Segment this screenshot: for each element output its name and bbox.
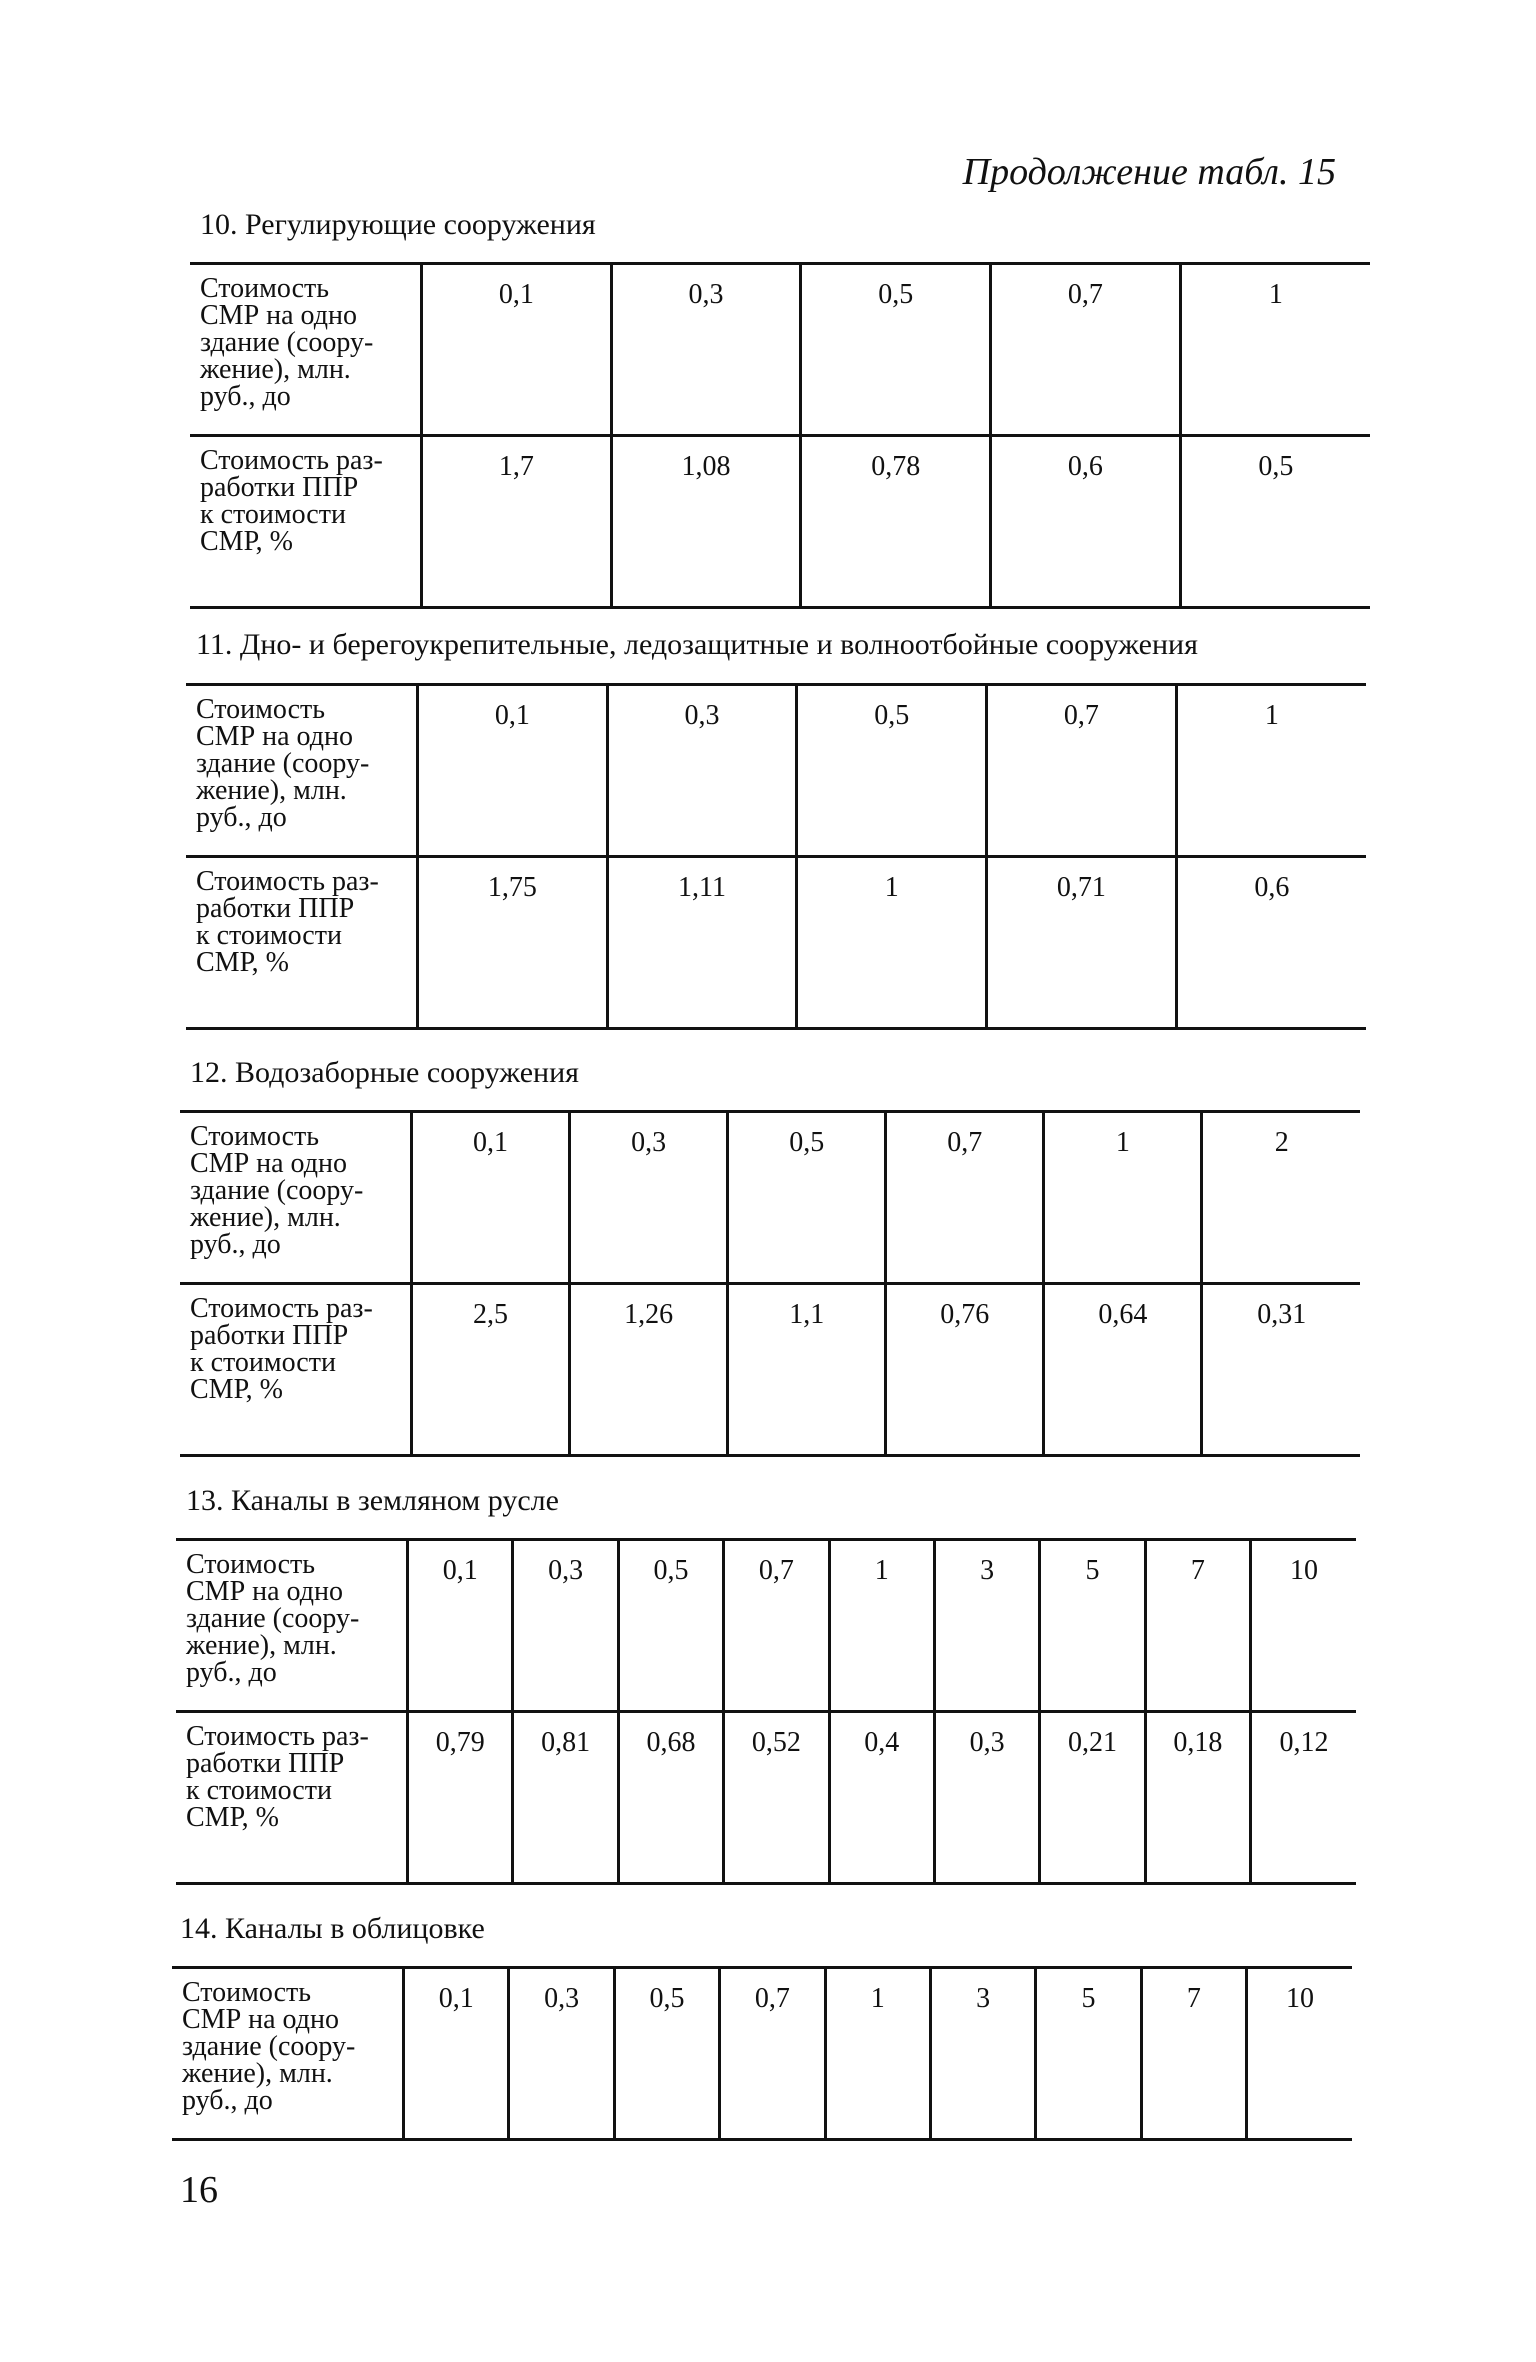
table-section-10 [190, 262, 1370, 609]
cell: 0,1 [418, 685, 608, 857]
cell: 0,7 [720, 1968, 825, 2140]
cell: 1,75 [418, 857, 608, 1029]
cell: 0,68 [618, 1712, 723, 1884]
cell: 1,11 [607, 857, 797, 1029]
table-row [180, 1112, 1360, 1284]
cell: 7 [1141, 1968, 1246, 2140]
cell: 10 [1286, 1983, 1314, 2014]
cell: 0,1 [408, 1540, 513, 1712]
row-label-cost: Стоимость СМР на одно здание (соору- жение), млн. руб., до [176, 1540, 408, 1712]
row-label-ppr: Стоимость раз- работки ППР к стоимости СМР, % [180, 1284, 412, 1456]
cell: 0,1 [404, 1968, 509, 2140]
cell: 0,18 [1145, 1712, 1250, 1884]
page-number: 16 [180, 2169, 218, 2211]
cell: 0,7 [886, 1112, 1044, 1284]
cell: 0,3 [611, 264, 801, 436]
cell: 0,31 [1202, 1284, 1360, 1456]
section-10-title: 10. Регулирующие сооружения [200, 208, 596, 241]
table-row [176, 1540, 1356, 1712]
row-label-cost: Стоимость СМР на одно здание (соору- жение), млн. руб., до [190, 264, 422, 436]
section-11-title: 11. Дно- и берегоукрепительные, ледозащитные и волноотбойные сооружения [196, 628, 1198, 661]
cell: 0,78 [801, 436, 991, 608]
cell: 5 [1040, 1540, 1145, 1712]
row-label-cost: Стоимость СМР на одно здание (соору- жение), млн. руб., до [180, 1112, 412, 1284]
cell: 0,79 [408, 1712, 513, 1884]
cell: 0,3 [513, 1540, 618, 1712]
cell: 0,6 [1176, 857, 1366, 1029]
table-row [180, 1284, 1360, 1456]
table-row [190, 264, 1370, 436]
cell: 1,1 [728, 1284, 886, 1456]
cell: 0,21 [1040, 1712, 1145, 1884]
table-row [172, 1968, 1352, 2140]
cell: 1,7 [422, 436, 612, 608]
row-label-cost: Стоимость СМР на одно здание (соору- жение), млн. руб., до [186, 685, 418, 857]
cell: 0,7 [724, 1540, 829, 1712]
cell: 0,64 [1044, 1284, 1202, 1456]
cell: 1 [829, 1540, 934, 1712]
table-section-11 [186, 683, 1366, 1030]
table-row [176, 1712, 1356, 1884]
cell: 1 [1044, 1112, 1202, 1284]
table-row [186, 857, 1366, 1029]
cell: 0,52 [724, 1712, 829, 1884]
row-label-ppr: Стоимость раз- работки ППР к стоимости СМР, % [176, 1712, 408, 1884]
cell: 5 [1036, 1968, 1141, 2140]
table-row [190, 436, 1370, 608]
cell: 0,7 [991, 264, 1181, 436]
section-12-title: 12. Водозаборные сооружения [190, 1056, 579, 1089]
row-label-cost: Стоимость СМР на одно здание (соору- жение), млн. руб., до [172, 1968, 404, 2140]
cell: 0,3 [607, 685, 797, 857]
table-row [186, 685, 1366, 857]
cell: 2,5 [412, 1284, 570, 1456]
cell: 0,4 [829, 1712, 934, 1884]
section-13-title: 13. Каналы в земляном русле [186, 1484, 559, 1517]
cell: 3 [930, 1968, 1035, 2140]
cell: 7 [1145, 1540, 1250, 1712]
table-section-12 [180, 1110, 1360, 1457]
cell: 0,71 [987, 857, 1177, 1029]
cell: 0,81 [513, 1712, 618, 1884]
table-section-14 [172, 1966, 1352, 2141]
cell: 0,5 [614, 1968, 719, 2140]
table-section-13 [176, 1538, 1356, 1885]
cell: 0,5 [801, 264, 991, 436]
cell: 0,1 [422, 264, 612, 436]
row-label-ppr: Стоимость раз- работки ППР к стоимости СМР, % [190, 436, 422, 608]
cell: 0,3 [934, 1712, 1039, 1884]
cell: 0,12 [1251, 1712, 1357, 1884]
cell: 0,5 [1180, 436, 1370, 608]
cell: 0,6 [991, 436, 1181, 608]
cell: 0,7 [987, 685, 1177, 857]
cell: 1 [797, 857, 987, 1029]
cell: 0,5 [797, 685, 987, 857]
cell: 1,26 [570, 1284, 728, 1456]
cell: 1 [1268, 279, 1283, 310]
cell: 1 [1264, 700, 1279, 731]
cell: 0,76 [886, 1284, 1044, 1456]
cell: 1,08 [611, 436, 801, 608]
cell: 0,5 [728, 1112, 886, 1284]
cell: 0,3 [570, 1112, 728, 1284]
cell: 0,3 [509, 1968, 614, 2140]
cell: 1 [825, 1968, 930, 2140]
section-14-title: 14. Каналы в облицовке [180, 1912, 485, 1945]
cell: 2 [1274, 1127, 1289, 1158]
table-continuation-header: Продолжение табл. 15 [962, 151, 1336, 193]
cell: 3 [934, 1540, 1039, 1712]
row-label-ppr: Стоимость раз- работки ППР к стоимости СМР, % [186, 857, 418, 1029]
cell: 0,1 [412, 1112, 570, 1284]
cell: 10 [1290, 1555, 1318, 1586]
cell: 0,5 [618, 1540, 723, 1712]
